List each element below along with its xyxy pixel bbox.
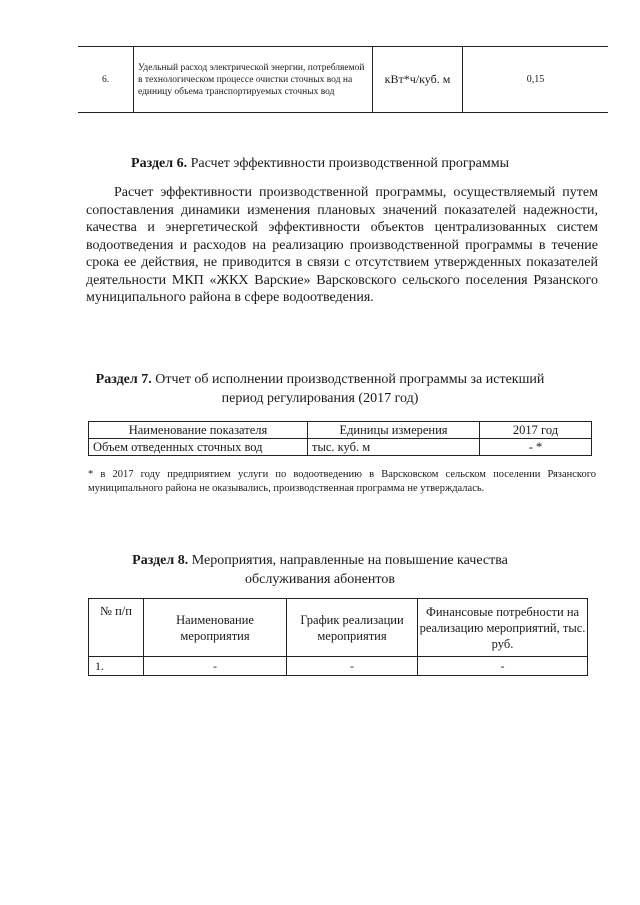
header-number: № п/п [89, 599, 144, 657]
header-indicator: Наименование показателя [89, 422, 308, 439]
table-row [78, 47, 608, 113]
section-7-title-line2: период регулирования (2017 год) [221, 391, 419, 406]
header-year: 2017 год [480, 422, 592, 439]
cell-value: - * [480, 439, 592, 456]
section-6-heading [0, 154, 640, 173]
section-8-title-line2: обслуживания абонентов [245, 572, 395, 587]
header-schedule: График реализации мероприятия [287, 599, 418, 657]
section-7-title-line1: Отчет об исполнении производственной программы за истекший [155, 372, 545, 387]
header-financing: Финансовые потребности на реализацию мероприятий, тыс. руб. [418, 599, 588, 657]
section-6-paragraph: Расчет эффективности производственной программы, осуществляемый путем сопоставления динамики изменения плановых значений показателей надежности, качества и энергетической эффективности объектов централизованных систем водоотведения и расходов на реализацию производственной программы в течение срока ее действия, не приводится в связи с отсутствием утвержденных показателей деятельности МКП «ЖКХ Варские» Варсковского сельского поселения Рязанского муниципального района в сфере водоотведения. [86, 185, 598, 305]
section-8-label: Раздел 8. [132, 553, 189, 568]
measures-table [88, 598, 588, 676]
header-measure-name: Наименование мероприятия [144, 599, 287, 657]
section-8-title-line1: Мероприятия, направленные на повышение качества [191, 553, 508, 568]
table-row [89, 439, 592, 456]
table-header-row [89, 422, 592, 439]
indicator-value: 0,15 [463, 47, 609, 113]
report-table [88, 421, 592, 456]
indicators-table-continuation [78, 46, 608, 113]
section-6-title: Расчет эффективности производственной программы [190, 156, 509, 171]
cell-measure-name: - [144, 657, 287, 676]
indicator-name: Удельный расход электрической энергии, потребляемой в технологическом процессе очистки сточных вод на единицу объема транспортируемых сточных вод [134, 47, 373, 113]
section-6-label: Раздел 6. [131, 156, 188, 171]
table-row [89, 657, 588, 676]
section-7-label: Раздел 7. [95, 372, 152, 387]
cell-number: 1. [89, 657, 144, 676]
row-number: 6. [78, 47, 134, 113]
section-8-heading [0, 551, 640, 589]
section-7-heading [0, 370, 640, 408]
cell-schedule: - [287, 657, 418, 676]
cell-unit: тыс. куб. м [308, 439, 480, 456]
cell-indicator: Объем отведенных сточных вод [89, 439, 308, 456]
cell-financing: - [418, 657, 588, 676]
header-unit: Единицы измерения [308, 422, 480, 439]
indicator-unit: кВт*ч/куб. м [373, 47, 463, 113]
table-header-row [89, 599, 588, 657]
footnote: * в 2017 году предприятием услуги по водоотведению в Варсковском сельском поселении Рязанского муниципального района не оказывались, производственная программа не утверждалась. [88, 469, 596, 494]
